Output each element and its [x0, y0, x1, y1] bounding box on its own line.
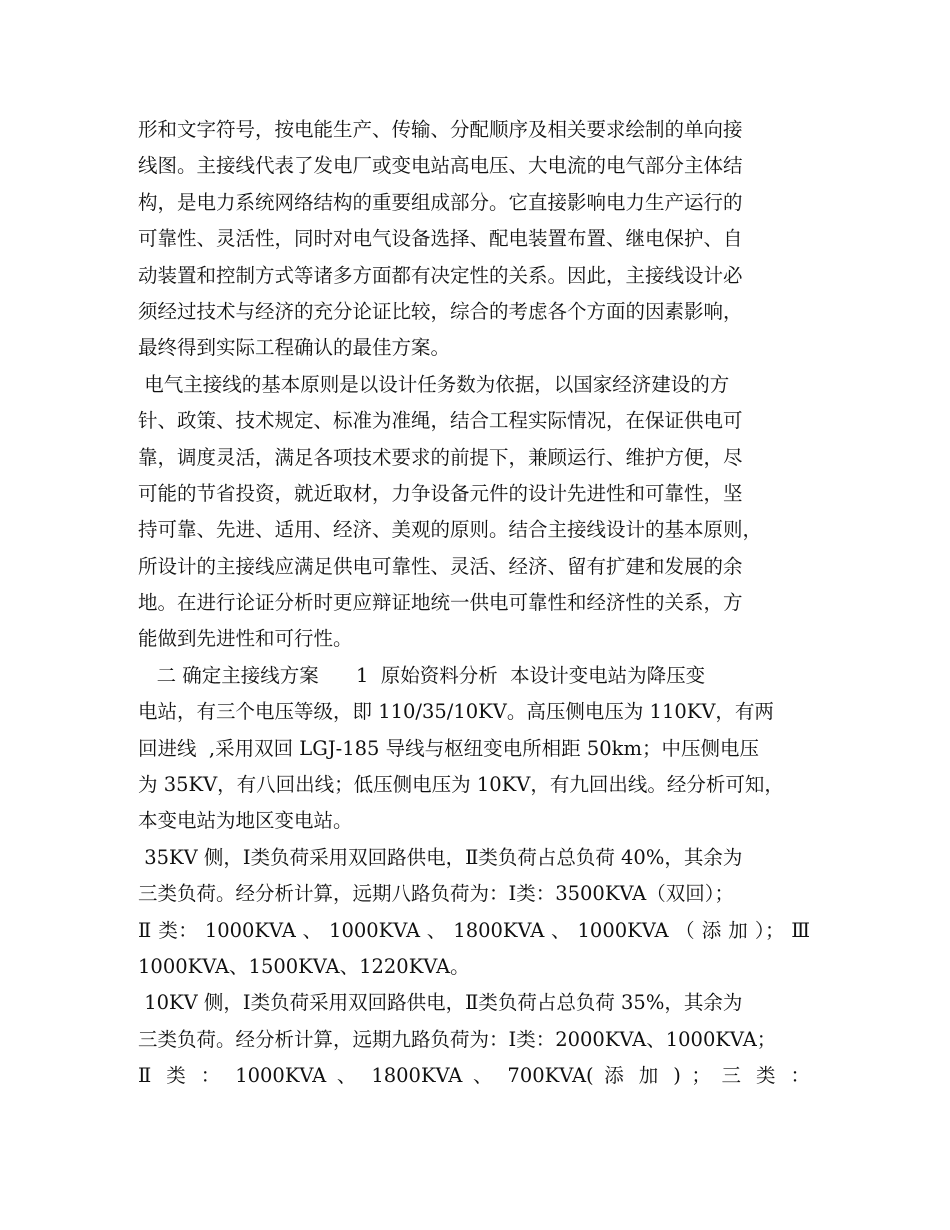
text-line: 动装置和控制方式等诸多方面都有决定性的关系。因此，主接线设计必 — [138, 263, 743, 287]
text-line: 能做到先进性和可行性。 — [138, 627, 353, 651]
text-line: 持可靠、先进、适用、经济、美观的原则。结合主接线设计的基本原则， — [138, 518, 763, 542]
text-line: 二 确定主接线方案 1 原始资料分析 本设计变电站为降压变 — [138, 663, 706, 687]
text-line: 构，是电力系统网络结构的重要组成部分。它直接影响电力生产运行的 — [138, 190, 743, 214]
text-line: 电气主接线的基本原则是以设计任务数为依据，以国家经济建设的方 — [138, 372, 730, 396]
text-line: 电站，有三个电压等级，即 110/35/10KV。高压侧电压为 110KV，有两 — [138, 700, 774, 724]
text-line: Ⅱ 类： 1000KVA 、 1000KVA 、 1800KVA 、 1000KVA （ 添 加 ）； Ⅲ — [138, 918, 810, 942]
text-line: 本变电站为地区变电站。 — [138, 809, 353, 833]
text-line: Ⅱ 类 ： 1000KVA 、 1800KVA 、 700KVA( 添 加 ) ； 三 类 ： — [138, 1064, 810, 1088]
text-line: 35KV 侧，Ⅰ类负荷采用双回路供电，Ⅱ类负荷占总负荷 40%，其余为 — [138, 845, 743, 869]
text-line: 线图。主接线代表了发电厂或变电站高电压、大电流的电气部分主体结 — [138, 154, 743, 178]
text-line: 最终得到实际工程确认的最佳方案。 — [138, 336, 451, 360]
text-line: 可能的节省投资，就近取材，力争设备元件的设计先进性和可靠性，坚 — [138, 481, 743, 505]
text-line: 1000KVA、1500KVA、1220KVA。 — [138, 954, 470, 978]
text-line: 所设计的主接线应满足供电可靠性、灵活、经济、留有扩建和发展的余 — [138, 554, 743, 578]
text-line: 形和文字符号，按电能生产、传输、分配顺序及相关要求绘制的单向接 — [138, 118, 743, 141]
text-line: 须经过技术与经济的充分论证比较，综合的考虑各个方面的因素影响， — [138, 299, 743, 323]
text-line: 可靠性、灵活性，同时对电气设备选择、配电装置布置、继电保护、自 — [138, 227, 743, 251]
text-line: 针、政策、技术规定、标准为准绳，结合工程实际情况，在保证供电可 — [138, 409, 743, 433]
text-line: 10KV 侧，Ⅰ类负荷采用双回路供电，Ⅱ类负荷占总负荷 35%，其余为 — [138, 991, 743, 1015]
text-line: 为 35KV，有八回出线；低压侧电压为 10KV，有九回出线。经分析可知， — [138, 773, 784, 797]
text-line: 地。在进行论证分析时更应辩证地统一供电可靠性和经济性的关系，方 — [138, 591, 743, 615]
text-line: 三类负荷。经分析计算，远期八路负荷为：Ⅰ类：3500KVA（双回）； — [138, 882, 734, 906]
text-line: 靠，调度灵活，满足各项技术要求的前提下，兼顾运行、维护方便，尽 — [138, 445, 743, 469]
text-line: 回进线 ,采用双回 LGJ-185 导线与枢纽变电所相距 50km；中压侧电压 — [138, 736, 759, 760]
text-line: 三类负荷。经分析计算，远期九路负荷为：Ⅰ类：2000KVA、1000KVA； — [138, 1027, 777, 1051]
body-text — [138, 112, 810, 1095]
